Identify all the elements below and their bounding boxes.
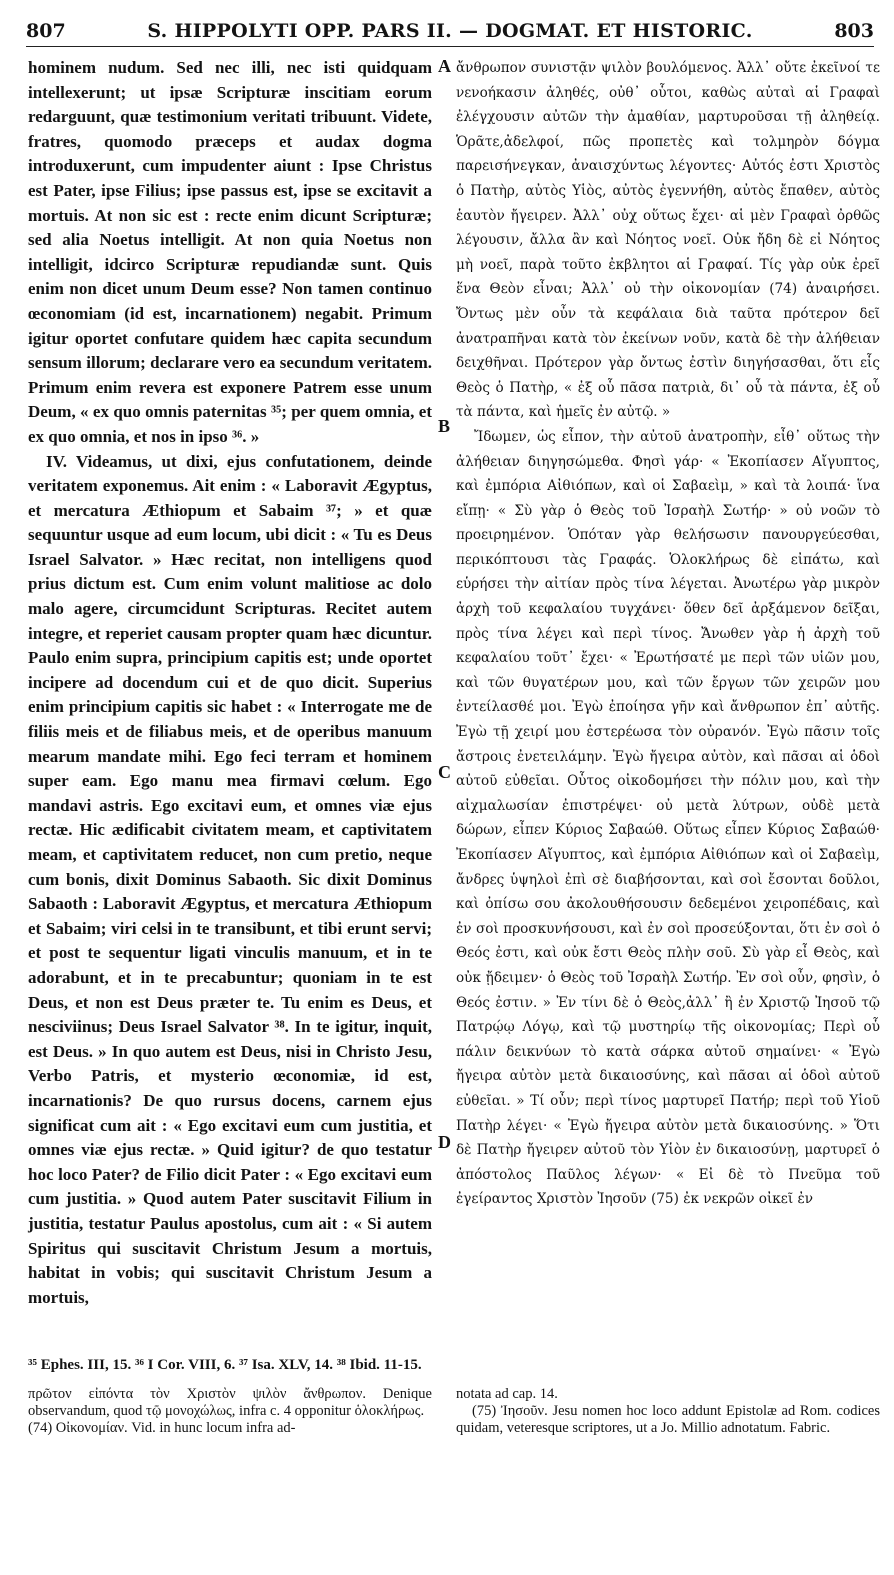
scripture-references: ³⁵ Ephes. III, 15. ³⁶ I Cor. VIII, 6. ³⁷ Isa. XLV, 14. ³⁸ Ibid. 11-15. [28, 1357, 422, 1373]
running-title: S. HIPPOLYTI OPP. PARS II. — DOGMAT. ET HISTORIC. [147, 20, 753, 42]
page-number-right: 803 [834, 20, 874, 42]
note-right-2: (75) Ἰησοῦν. Jesu nomen hoc loco addunt Epistolæ ad Rom. codices quidam, veteresque scriptores, ut a Jo. Millio adnotatum. Fabric. [456, 1403, 880, 1436]
latin-paragraph-1: hominem nudum. Sed nec illi, nec isti quidquam intellexerunt; ut ipsæ Scripturæ inscitiam eorum redarguunt, quæ testimonium veritati tribuunt. Videte, fratres, quomodo præceps et audax dogma introduxerunt, cum impudenter aiunt : Ipse Christus est Pater, ipse Filius; ipse passus est, ipse se excitavit a mortuis. At non sic est : recte enim dicunt Scripturæ; sed alia Noetus intelligit. At non quia Noetus non intelligit, idcirco Scripturæ repudiandæ sunt. Quis enim non dicet unum Deum esse? Non tamen continuo œconomiam (id est, incarnationem) negabit. Primum igitur oportet confutare quidem hæc capita secundum sensum illorum; declarare vero ea secundum veritatem. Primum enim revera est exponere Patrem esse unum Deum, « ex quo omnis paternitas ³⁵; per quem omnia, et ex quo omnia, et nos in ipso ³⁶. » [28, 58, 432, 446]
margin-letter-b: B [438, 416, 451, 436]
latin-column [28, 56, 432, 1310]
note-left-2: (74) Οἰκονομίαν. Vid. in hunc locum infra ad- [28, 1420, 296, 1436]
notes-right [456, 1386, 880, 1437]
page-number-left: 807 [26, 20, 66, 42]
greek-paragraph-1: ἄνθρωπον συνιστᾷν ψιλὸν βουλόμενος. Ἀλλ᾽ οὔτε ἐκεῖνοί τε νενοήκασιν ἀληθές, οὐθ᾽ οὗτοι, καθὼς αὐταὶ αἱ Γραφαὶ ἐλέγχουσιν αὐτῶν τὴν ἀμαθίαν, μαρτυροῦσαι τῇ ἀληθείᾳ. Ὁρᾶτε,ἀδελφοί, πῶς προπετὲς καὶ τολμηρὸν δόγμα παρεισήνεγκαν, ἀναισχύντως λέγοντες· Αὐτός ἐστι Χριστὸς ὁ Πατὴρ, αὐτὸς Υἱὸς, αὐτὸς ἐγεννήθη, αὐτὸς ἔπαθεν, αὐτὸς ἑαυτὸν ἤγειρεν. Ἀλλ᾽ οὐχ οὕτως ἔχει· αἱ μὲν Γραφαὶ ὀρθῶς λέγουσιν, ἄλλα ἂν καὶ Νόητος νοεῖ. Οὐκ ἤδη δὲ εἰ Νόητος μὴ νοεῖ, παρὰ τοῦτο ἐκβλητοι αἱ Γραφαί. Τίς γὰρ οὐκ ἐρεῖ ἕνα Θεὸν εἶναι; Ἀλλ᾽ οὐ τὴν οἰκονομίαν (74) ἀναιρήσει. Ὄντως μὲν οὖν τὰ κεφάλαια διὰ ταῦτα πρότερον δεῖ ἀνατραπῆναι κατὰ τὸν ἐκείνων νοῦν, κατὰ δὲ τὴν ἀλήθειαν δειχθῆναι. Πρότερον γὰρ ὄντως ἐστὶν διηγήσασθαι, ὅτι εἷς Θεὸς ὁ Πατὴρ, « ἐξ οὗ πᾶσα πατριὰ, δι᾽ οὗ τὰ πάντα, ἐξ οὗ τὰ πάντα, καὶ ἡμεῖς ἐν αὐτῷ. » [456, 60, 880, 421]
note-left-1: πρῶτον εἰπόντα τὸν Χριστὸν ψιλὸν ἄνθρωπον. Denique observandum, quod τῷ μονοχώλως, infra c. 4 opponitur ὁλοκλήρως. [28, 1386, 432, 1419]
note-right-1: notata ad cap. 14. [456, 1386, 558, 1402]
greek-paragraph-2: Ἴδωμεν, ὡς εἶπον, τὴν αὐτοῦ ἀνατροπὴν, εἶθ᾽ οὕτως τὴν ἀλήθειαν διηγησώμεθα. Φησὶ γάρ· « Ἐκοπίασεν Αἴγυπτος, καὶ ἐμπόρια Αἰθιόπων, καὶ οἱ Σαβαεὶμ, » καὶ τὰ λοιπά· ἵνα εἴπῃ· « Σὺ γὰρ ὁ Θεὸς τοῦ Ἰσραὴλ Σωτήρ· » οὐ νοῶν τὸ προειρημένον. Ὁπόταν γὰρ θελήσωσιν πανουργεύεσθαι, περικόπτουσι τὰς Γραφάς. Ὁλοκλήρως δὲ εἰπάτω, καὶ εὑρήσει τὴν αἰτίαν πρὸς τίνα λέγεται. Ἀνωτέρω γὰρ μικρὸν ἀρχὴ τοῦ κεφαλαίου τυγχάνει· ὅθεν δεῖ ἀρξάμενον δεῖξαι, πρὸς τίνα λέγει καὶ περὶ τίνος. Ἄνωθεν γὰρ ἡ ἀρχὴ τοῦ κεφαλαίου τοῦτ᾽ ἔχει· « Ἐρωτήσατέ με περὶ τῶν υἱῶν μου, καὶ τῶν θυγατέρων μου, καὶ τῶν ἔργων τῶν χειρῶν μου ἐντείλασθέ μοι. Ἐγὼ ἐποίησα γῆν καὶ ἄνθρωπον ἐπ᾽ αὐτῆς. Ἐγὼ τῇ χειρί μου ἐστερέωσα τὸν οὐρανόν. Ἐγὼ πᾶσιν τοῖς ἄστροις ἐνετειλάμην. Ἐγὼ ἤγειρα αὐτὸν, καὶ πᾶσαι αἱ ὁδοὶ αὐτοῦ εὐθεῖαι. Οὗτος οἰκοδομήσει τὴν πόλιν μου, καὶ τὴν αἰχμαλωσίαν ἐπιστρέψει· οὐ μετὰ λύτρων, οὐδὲ μετὰ δώρων, εἶπεν Κύριος Σαβαώθ. Οὕτως εἶπεν Κύριος Σαβαώθ· Ἐκοπίασεν Αἴγυπτος, καὶ ἐμπόρια Αἰθιόπων καὶ οἱ Σαβαεὶμ, ἄνδρες ὑψηλοὶ ἐπὶ σὲ διαβήσονται, καὶ σοὶ ἔσονται δοῦλοι, καὶ ὀπίσω σου ἀκολουθήσουσιν δεδεμένοι χειροπέδαις, καὶ ἐν σοὶ προσκυνήσουσι, καὶ ἐν σοὶ προσεύξονται, ὅτι ἐν σοὶ ὁ Θεός ἐστι, καὶ οὐκ ἔστι Θεὸς πλὴν σοῦ. Σὺ γὰρ εἶ Θεὸς, καὶ οὐκ ᾔδειμεν· ὁ Θεὸς τοῦ Ἰσραὴλ Σωτήρ. Ἐν σοὶ οὖν, φησὶν, ὁ Θεός ἐστιν. » Ἐν τίνι δὲ ὁ Θεὸς,ἀλλ᾽ ἢ ἐν Χριστῷ Ἰησοῦ τῷ Πατρῴῳ Λόγῳ, καὶ τῷ μυστηρίῳ τῆς οἰκονομίας; Περὶ οὗ πάλιν δεικνύων τὸ κατὰ σάρκα αὐτοῦ σημαίνει· « Ἐγὼ ἤγειρα αὐτὸν μετὰ δικαιοσύνης, καὶ πᾶσαι αἱ ὁδοὶ αὐτοῦ εὐθεῖαι. » Τί οὖν; περὶ τίνος μαρτυρεῖ Πατήρ; περὶ τοῦ Υἱοῦ Πατὴρ λέγει· « Ἐγὼ ἤγειρα αὐτὸν μετὰ δικαιοσύνης. » Ὅτι δὲ Πατὴρ ἤγειρεν αὐτοῦ τὸν Υἱὸν ἐν δικαιοσύνῃ, μαρτυρεῖ ὁ ἀπόστολος Παῦλος λέγων· « Εἰ δὲ τὸ Πνεῦμα τοῦ ἐγείραντος Χριστὸν Ἰησοῦν (75) ἐκ νεκρῶν οἰκεῖ ἐν [456, 428, 880, 1208]
margin-letter-a: A [438, 56, 451, 76]
notes-left [28, 1386, 432, 1437]
greek-column [456, 56, 880, 1212]
margin-letter-c: C [438, 762, 451, 782]
running-header [26, 12, 874, 47]
latin-paragraph-2: IV. Videamus, ut dixi, ejus confutationem, deinde veritatem exponemus. Ait enim : « Laboravit Ægyptus, et mercatura Æthiopum et Sabaim ³⁷; » et quæ sequuntur usque ad eum locum, ubi dicit : « Tu es Deus Israel Salvator. » Hæc recitat, non intelligens quod prius dictum est. Cum enim volunt malitiose ac dolo malo agere, circumcidunt Scripturas. Recitet autem integre, et reperiet causam propter quam hæc dicuntur. Paulo enim supra, principium capitis est; unde oportet incipere ad docendum cui et de quo dicit. Superius enim principium capitis sic habet : « Interrogate me de filiis meis et de filiabus meis, et de operibus manuum mearum mandate mihi. Ego feci terram et hominem super eam. Ego manu mea firmavi cœlum. Ego mandavi astris. Ego excitavi eum, et omnes viæ ejus rectæ. Hic ædificabit civitatem meam, et captivitatem meam, et captivitatem reducet, non cum pretio, neque cum bonis, dixit Dominus Sabaoth. Sic dixit Dominus Sabaoth : Laboravit Ægyptus, et mercatura Æthiopum et Sabaim; viri celsi in te transibunt, et tibi erunt servi; et post te sequentur ligati vinculis manuum, et in te adorabunt, et in te precabuntur; quoniam in te est Deus, et non est Deus præter te. Tu enim es Deus, et nesciviinus; Deus Israel Salvator ³⁸. In te igitur, inquit, est Deus. » In quo autem est Deus, nisi in Christo Jesu, Verbo Patris, et mysterio œconomiæ, id est, incarnationis? De quo rursus docens, carnem ejus significat cum ait : « Ego excitavi eum cum justitia, et omnes viæ ejus rectæ. » Quid igitur? de quo testatur hoc loco Pater? de Filio dicit Pater : « Ego excitavi eum cum justitia. » Quod autem Pater suscitavit Filium in justitia, testatur Paulus apostolus, cum ait : « Si autem Spiritus qui suscitavit Christum Jesum a mortuis, habitat in vobis; qui suscitavit Christum Jesum a mortuis, [28, 451, 432, 1307]
margin-letter-d: D [438, 1132, 451, 1152]
